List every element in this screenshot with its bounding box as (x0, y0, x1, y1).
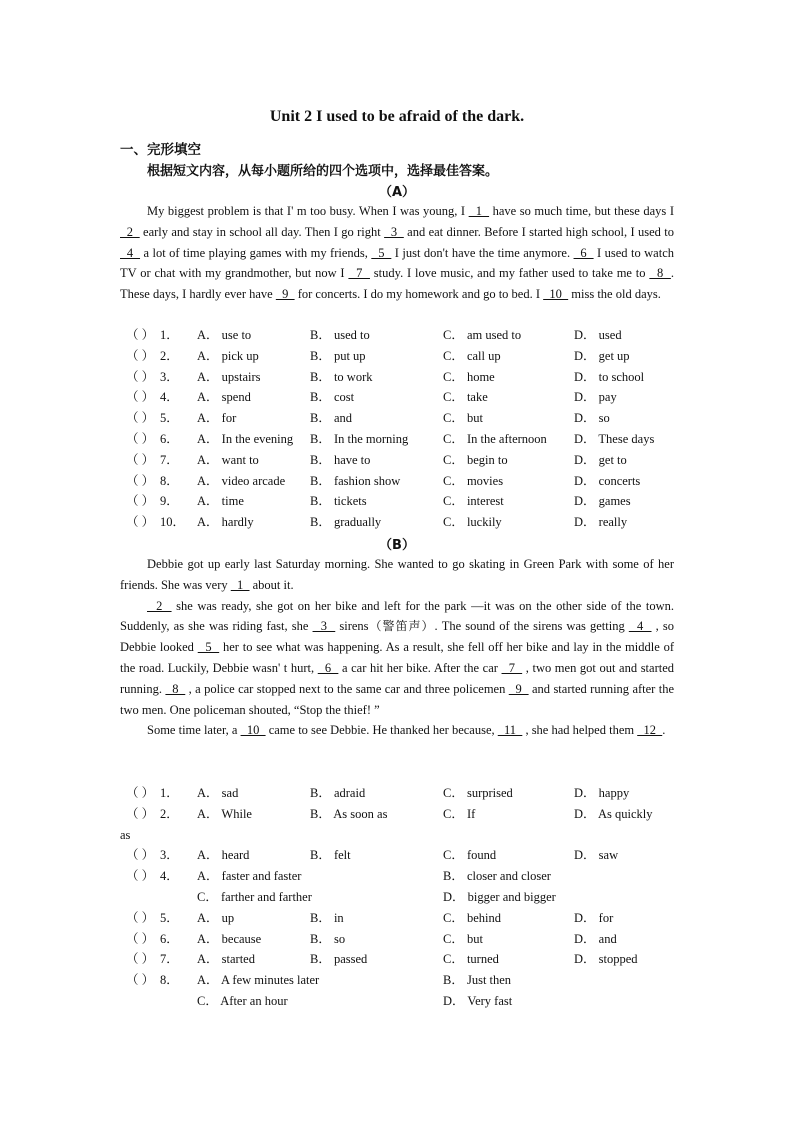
blank-4: 4 (120, 245, 141, 260)
passage-text: Some time later, a (147, 723, 241, 738)
option-b: B． closer and closer (443, 869, 551, 884)
question-row (120, 866, 680, 887)
blank-6: 6 (573, 245, 594, 260)
option-b: B． As soon as (310, 806, 388, 821)
passage-b-paragraph (120, 720, 674, 741)
passage-text: sirens (335, 619, 369, 634)
passage-text: her to see what was happening. As a result, she fell off her bike and lay in the middle of the road. Luckily, Debbie wasn' t hurt, (120, 640, 674, 675)
option-a: A． want to (197, 452, 259, 467)
option-c: C． If (443, 806, 476, 821)
option-c: C． take (443, 390, 488, 405)
question-row (120, 429, 680, 450)
blank-6: 6 (317, 660, 339, 675)
answer-bracket[interactable]: （ ） (126, 869, 155, 884)
passage-text: for concerts. I do my homework and go to bed. I (294, 287, 544, 302)
part-a-options (120, 325, 680, 533)
question-number: 2． (160, 806, 179, 821)
option-a: A． A few minutes later (197, 973, 320, 988)
question-row (120, 346, 680, 367)
option-d: D． to school (574, 369, 645, 384)
blank-1: 1 (230, 577, 250, 592)
option-a: A． faster and faster (197, 869, 302, 884)
question-row (120, 450, 680, 471)
option-c: C． behind (443, 910, 501, 925)
passage-text: a lot of time playing games with my friends, (140, 245, 372, 260)
option-a: A． upstairs (197, 369, 261, 384)
option-d: D． Very fast (443, 993, 513, 1008)
option-b: B． tickets (310, 494, 367, 509)
option-a: A． for (197, 411, 237, 426)
option-d: D． pay (574, 390, 617, 405)
wrapped-line (120, 825, 680, 846)
option-d: D． really (574, 515, 628, 530)
option-c: C． farther and farther (197, 889, 312, 904)
option-b: B． in (310, 910, 344, 925)
option-d: D． concerts (574, 473, 641, 488)
question-number: 2． (160, 348, 179, 363)
option-b: B． In the morning (310, 431, 409, 446)
blank-2: 2 (147, 598, 172, 613)
option-c: C． begin to (443, 452, 508, 467)
option-c: C． turned (443, 952, 499, 967)
option-d: D． get up (574, 348, 630, 363)
option-b: B． gradually (310, 515, 382, 530)
question-row (120, 471, 680, 492)
passage-text: , a police car stopped next to the same car and three policemen (185, 681, 509, 696)
passage-text: , two men got out and started running. (120, 660, 675, 696)
option-c: C． am used to (443, 328, 522, 342)
blank-11: 11 (497, 723, 523, 738)
answer-bracket[interactable]: （ ） (126, 452, 155, 467)
passage-b (120, 554, 674, 741)
question-number: 9． (160, 494, 179, 509)
answer-bracket[interactable]: （ ） (126, 786, 155, 800)
blank-10: 10 (543, 287, 569, 302)
passage-text: early and stay in school all day. Then I go right (139, 224, 385, 239)
option-a: A． because (197, 931, 262, 946)
answer-bracket[interactable]: （ ） (126, 515, 155, 530)
option-c: C． but (443, 931, 483, 946)
passage-a (120, 201, 674, 305)
passage-text: My biggest problem is that I' m too busy. When I was young, I (147, 204, 469, 218)
option-c: C． call up (443, 348, 501, 363)
blank-3: 3 (384, 224, 404, 239)
option-c: C． home (443, 369, 495, 384)
option-c: C． surprised (443, 786, 513, 800)
question-row (120, 949, 680, 970)
passage-text: she was ready, she got on her bike and left for the park —it was on the other side of the town. Suddenly, as she was riding fast, she (120, 598, 674, 634)
question-number: 5． (160, 910, 179, 925)
option-b: B． have to (310, 452, 371, 467)
option-b: B． and (310, 411, 353, 426)
option-d: D． As quickly (574, 806, 653, 821)
option-d: D． stopped (574, 952, 638, 967)
passage-text: have so much time, but these days I (489, 204, 674, 218)
option-c: C． found (443, 848, 497, 863)
option-d: D． get to (574, 452, 627, 467)
passage-text: I used to watch TV or chat with my grandmother, but now I (120, 245, 675, 281)
option-b: B． adraid (310, 786, 366, 800)
question-row (120, 325, 680, 346)
question-number: 3． (160, 369, 179, 384)
wrapped-word: as (120, 827, 131, 842)
passage-text: , she had helped them (522, 723, 638, 738)
question-row (120, 783, 680, 804)
option-a: A． pick up (197, 348, 259, 363)
question-row (120, 929, 680, 950)
passage-text: study. I love music, and my father used to take me to (369, 266, 650, 281)
option-b: B． cost (310, 390, 355, 405)
option-c: C． but (443, 411, 483, 426)
answer-bracket[interactable]: （ ） (126, 494, 155, 509)
option-a: A． While (197, 806, 252, 821)
option-c: C． In the afternoon (443, 431, 547, 446)
option-a: A． time (197, 494, 244, 509)
answer-bracket[interactable]: （ ） (126, 390, 155, 405)
option-c: C． movies (443, 473, 504, 488)
option-a: A． up (197, 910, 235, 925)
passage-text: . (662, 723, 666, 738)
question-number: 4． (160, 390, 179, 405)
option-a: A． In the evening (197, 431, 294, 446)
option-d: D． bigger and bigger (443, 889, 556, 904)
question-number: 6． (160, 431, 179, 446)
option-b: B． felt (310, 848, 351, 863)
option-c: C． After an hour (197, 993, 288, 1008)
option-a: A． sad (197, 786, 239, 800)
option-a: A． hardly (197, 515, 254, 530)
question-row-continued (120, 991, 680, 1012)
option-b: B． passed (310, 952, 368, 967)
blank-2: 2 (120, 224, 140, 239)
passage-b-paragraph (120, 596, 674, 721)
option-d: D． so (574, 411, 610, 426)
option-a: A． started (197, 952, 255, 967)
option-a: A． heard (197, 848, 250, 863)
answer-bracket[interactable]: （ ） (126, 931, 155, 946)
chinese-gloss: （警笛声） (368, 619, 435, 634)
blank-12: 12 (637, 723, 663, 738)
passage-text: . These days, I hardly ever have (120, 266, 675, 302)
option-a: A． video arcade (197, 473, 286, 488)
question-row (120, 367, 680, 388)
blank-3: 3 (312, 619, 336, 634)
question-number: 7． (160, 952, 179, 967)
option-d: D． used (574, 328, 622, 342)
passage-text: Debbie got up early last Saturday morning. She wanted to go skating in Green Park with some of her friends. She was very (120, 557, 674, 592)
option-d: D． saw (574, 848, 619, 863)
answer-bracket[interactable]: （ ） (126, 473, 155, 488)
answer-bracket[interactable]: （ ） (126, 848, 155, 863)
answer-bracket[interactable]: （ ） (126, 806, 155, 821)
passage-text: , so Debbie looked (120, 619, 674, 655)
answer-bracket[interactable]: （ ） (126, 431, 155, 446)
question-row (120, 908, 680, 929)
passage-text: and started running after the two men. One policeman shouted, “Stop the thief! ” (120, 681, 675, 717)
part-a-label: （A） (378, 185, 416, 200)
blank-7: 7 (501, 660, 523, 675)
section-heading: 一、完形填空 (120, 142, 201, 158)
option-b: B． to work (310, 369, 373, 384)
blank-1: 1 (468, 204, 490, 218)
question-number: 8． (160, 973, 179, 988)
option-b: B． fashion show (310, 473, 401, 488)
option-b: B． Just then (443, 973, 512, 988)
part-b-label: （B） (379, 538, 415, 553)
page-title: Unit 2 I used to be afraid of the dark. (269, 108, 525, 125)
passage-a-paragraph (120, 201, 674, 305)
question-number: 7． (160, 452, 179, 467)
blank-9: 9 (508, 681, 529, 696)
question-number: 4． (160, 869, 179, 884)
instruction-text: 根据短文内容，从每小题所给的四个选项中，选择最佳答案。 (147, 164, 499, 179)
blank-9: 9 (275, 287, 295, 302)
passage-text: a car hit her bike. After the car (338, 660, 502, 675)
answer-bracket[interactable]: （ ） (126, 411, 155, 426)
option-a: A． spend (197, 390, 251, 405)
question-row (120, 512, 680, 533)
answer-bracket[interactable]: （ ） (126, 348, 155, 363)
option-c: C． interest (443, 494, 504, 509)
passage-text: I just don't have the time anymore. (391, 245, 574, 260)
blank-5: 5 (197, 640, 220, 655)
question-row (120, 491, 680, 512)
question-row (120, 804, 680, 825)
option-b: B． so (310, 931, 346, 946)
answer-bracket[interactable]: （ ） (126, 910, 155, 925)
question-row (120, 970, 680, 991)
passage-text: about it. (249, 577, 294, 592)
blank-4: 4 (628, 619, 652, 634)
answer-bracket[interactable]: （ ） (126, 952, 155, 967)
question-number: 1． (160, 328, 179, 342)
option-c: C． luckily (443, 515, 502, 530)
part-b-options (120, 783, 680, 1012)
question-row-continued (120, 887, 680, 908)
passage-b-paragraph (120, 554, 674, 596)
blank-7: 7 (348, 266, 370, 281)
question-row (120, 408, 680, 429)
option-b: B． put up (310, 348, 366, 363)
answer-bracket[interactable]: （ ） (126, 973, 155, 988)
question-row (120, 845, 680, 866)
blank-5: 5 (371, 245, 392, 260)
question-number: 1． (160, 786, 179, 800)
option-d: D． These days (574, 431, 655, 446)
blank-10: 10 (240, 723, 266, 738)
passage-text: came to see Debbie. He thanked her because, (265, 723, 498, 738)
question-number: 6． (160, 931, 179, 946)
passage-text: and eat dinner. Before I started high school, I used to (403, 224, 675, 239)
option-d: D． and (574, 931, 617, 946)
option-d: D． for (574, 910, 614, 925)
option-d: D． happy (574, 786, 630, 800)
option-a: A． use to (197, 328, 252, 342)
passage-text: . The sound of the sirens was getting (434, 619, 629, 634)
option-d: D． games (574, 494, 631, 509)
answer-bracket[interactable]: （ ） (126, 328, 155, 342)
question-number: 5． (160, 411, 179, 426)
question-number: 10． (160, 515, 186, 530)
question-number: 3． (160, 848, 179, 863)
answer-bracket[interactable]: （ ） (126, 369, 155, 384)
question-number: 8． (160, 473, 179, 488)
passage-text: miss the old days. (568, 287, 661, 302)
option-b: B． used to (310, 328, 370, 342)
blank-8: 8 (649, 266, 671, 281)
blank-8: 8 (165, 681, 186, 696)
question-row (120, 387, 680, 408)
